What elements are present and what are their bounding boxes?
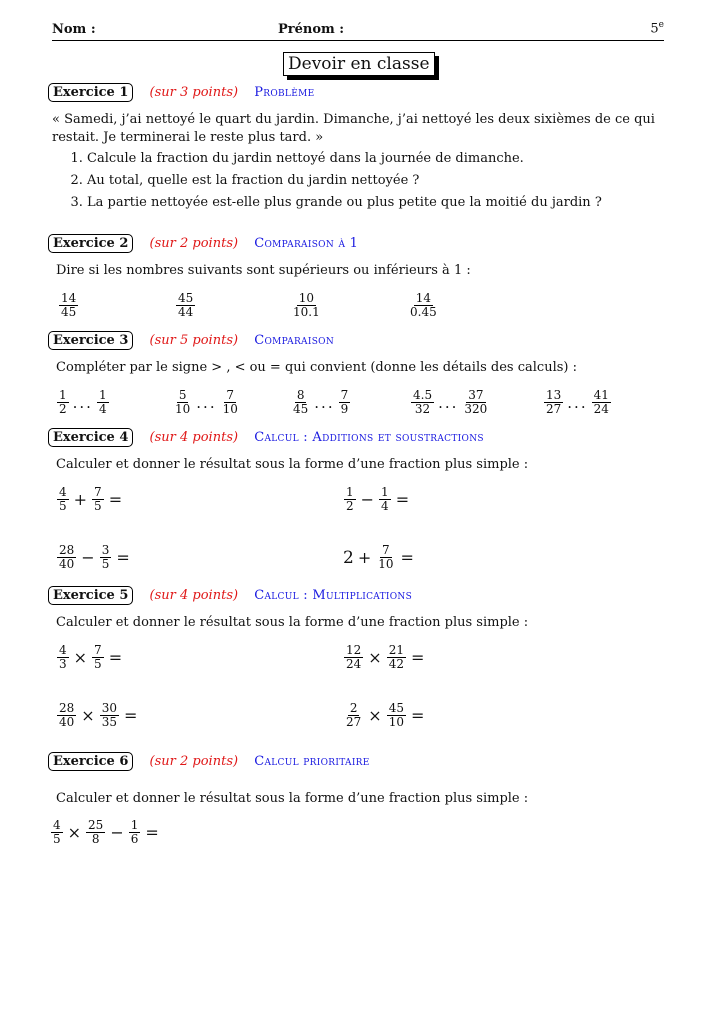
exercise-badge: Exercice 6 bbox=[48, 752, 133, 771]
exercise-2-heading bbox=[48, 234, 358, 254]
expression: $\frac{4}{3}$ × $\frac{7}{5}$ = bbox=[59, 643, 123, 671]
exercise-topic: Problème bbox=[254, 85, 315, 100]
exercise-badge: Exercice 5 bbox=[48, 586, 133, 605]
exercise-topic: Comparaison bbox=[254, 333, 335, 348]
exercise-topic: Calcul prioritaire bbox=[254, 754, 370, 769]
expression: $\frac{2}{27}$ × $\frac{45}{10}$ = bbox=[346, 701, 425, 729]
exercise-badge: Exercice 4 bbox=[48, 428, 133, 447]
exercise-2-instruction: Dire si les nombres suivants sont supérieurs ou inférieurs à 1 : bbox=[56, 263, 471, 278]
exercise-points: (sur 2 points) bbox=[149, 236, 239, 251]
exercise-6-heading bbox=[48, 752, 370, 772]
expression: $\frac{12}{24}$ × $\frac{21}{42}$ = bbox=[346, 643, 425, 671]
exercise-1-heading bbox=[48, 83, 314, 103]
exercise-4-heading bbox=[48, 428, 484, 448]
expression: $\frac{28}{40}$ × $\frac{30}{35}$ = bbox=[59, 701, 138, 729]
comparison: $\frac{13}{27}$ ... $\frac{41}{24}$ bbox=[546, 388, 609, 416]
nom-label: Nom : bbox=[52, 22, 96, 37]
expression: 2 + $\frac{7}{10}$ = bbox=[343, 543, 414, 571]
exercise-topic: Calcul : Additions et soustractions bbox=[254, 430, 484, 445]
fraction: $\frac{14}{0.45}$ bbox=[410, 291, 437, 319]
exercise-3-heading bbox=[48, 331, 334, 351]
exercise-badge: Exercice 3 bbox=[48, 331, 133, 350]
exercise-4-instruction: Calculer et donner le résultat sous la forme d’une fraction plus simple : bbox=[56, 457, 529, 472]
expression: $\frac{28}{40}$ − $\frac{3}{5}$ = bbox=[59, 543, 130, 571]
exercise-badge: Exercice 1 bbox=[48, 83, 133, 102]
question-item: 2. Au total, quelle est la fraction du jardin nettoyée ? bbox=[87, 170, 602, 192]
class-level: 5e bbox=[650, 20, 664, 37]
page-header bbox=[52, 22, 664, 41]
exercise-topic: Comparaison à 1 bbox=[254, 236, 359, 251]
question-item: 1. Calcule la fraction du jardin nettoyé dans la journée de dimanche. bbox=[87, 148, 602, 170]
expression: $\frac{4}{5}$ × $\frac{25}{8}$ − $\frac{1}{6}$ = bbox=[53, 818, 159, 846]
comparison: $\frac{8}{45}$ ... $\frac{7}{9}$ bbox=[293, 388, 349, 416]
expression: $\frac{4}{5}$ + $\frac{7}{5}$ = bbox=[59, 485, 123, 513]
exercise-topic: Calcul : Multiplications bbox=[254, 588, 413, 603]
exercise-points: (sur 3 points) bbox=[149, 85, 239, 100]
exercise-points: (sur 5 points) bbox=[149, 333, 239, 348]
fraction: $\frac{45}{44}$ bbox=[178, 291, 194, 319]
exercise-points: (sur 4 points) bbox=[149, 430, 239, 445]
comparison: $\frac{1}{2}$ ... $\frac{1}{4}$ bbox=[59, 388, 107, 416]
fraction: $\frac{10}{10.1}$ bbox=[293, 291, 320, 319]
exercise-6-instruction: Calculer et donner le résultat sous la forme d’une fraction plus simple : bbox=[56, 791, 529, 806]
page-title: Devoir en classe bbox=[283, 52, 435, 76]
exercise-points: (sur 2 points) bbox=[149, 754, 239, 769]
exercise-points: (sur 4 points) bbox=[149, 588, 239, 603]
fraction: $\frac{14}{45}$ bbox=[61, 291, 77, 319]
exercise-5-heading bbox=[48, 586, 412, 606]
exercise-3-instruction: Compléter par le signe > , < ou = qui convient (donne les détails des calculs) : bbox=[56, 360, 577, 375]
expression: $\frac{1}{2}$ − $\frac{1}{4}$ = bbox=[346, 485, 410, 513]
exercise-1-statement: « Samedi, j’ai nettoyé le quart du jardin. Dimanche, j’ai nettoyé les deux sixièmes de ce qui restait. Je terminerai le reste plus tard. » bbox=[52, 112, 655, 145]
exercise-5-instruction: Calculer et donner le résultat sous la forme d’une fraction plus simple : bbox=[56, 615, 529, 630]
question-item: 3. La partie nettoyée est-elle plus grande ou plus petite que la moitié du jardin ? bbox=[87, 192, 602, 214]
exercise-1-questions bbox=[52, 148, 602, 214]
exercise-badge: Exercice 2 bbox=[48, 234, 133, 253]
comparison: $\frac{5}{10}$ ... $\frac{7}{10}$ bbox=[175, 388, 238, 416]
comparison: $\frac{4.5}{32}$ ... $\frac{37}{320}$ bbox=[413, 388, 488, 416]
prenom-label: Prénom : bbox=[278, 22, 345, 37]
